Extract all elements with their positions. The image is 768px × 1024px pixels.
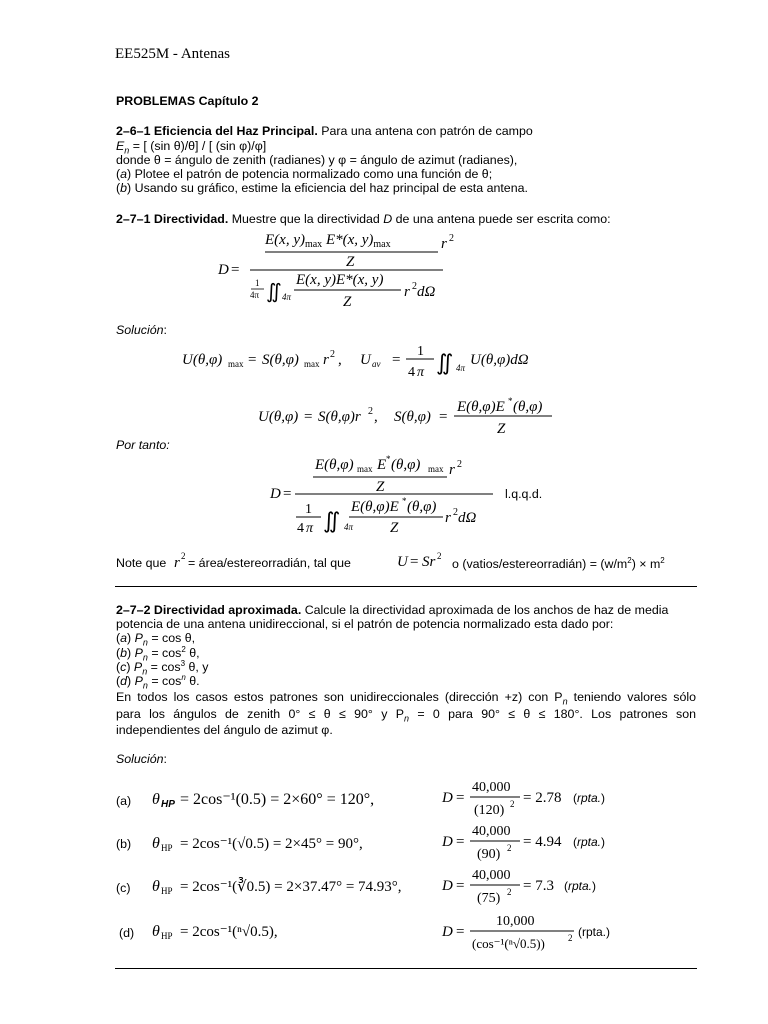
row-b-rpta: rpta. (577, 835, 602, 849)
svg-text:2: 2 (449, 233, 454, 244)
svg-text:1: 1 (417, 344, 424, 359)
svg-text:r: r (449, 462, 455, 478)
svg-text:U(θ,φ): U(θ,φ) (182, 352, 223, 368)
p3-para2-b: = 0 para 90° ≤ θ ≤ 180°. Los patrones son (409, 707, 696, 721)
row-d-directivity (440, 908, 640, 954)
row-b-directivity (440, 820, 640, 866)
svg-text:2: 2 (368, 406, 373, 417)
svg-text:4π: 4π (250, 290, 260, 300)
svg-text:2: 2 (507, 843, 512, 853)
p3-item-a: (a) $P_n = \cos \theta$, (116, 631, 196, 648)
svg-text:dΩ: dΩ (417, 284, 436, 300)
row-c-directivity (440, 864, 640, 910)
svg-text:π: π (417, 365, 425, 380)
svg-text:av: av (372, 359, 381, 369)
p1-title: 2–6–1 Eficiencia del Haz Principal. (116, 124, 318, 138)
svg-text:θ: θ (152, 835, 160, 852)
p3-b-tail: θ, (185, 646, 200, 661)
svg-text:2: 2 (412, 281, 417, 292)
svg-text:=: = (231, 262, 240, 278)
svg-text:S(θ,φ)r: S(θ,φ)r (318, 409, 361, 425)
p3-c-tail: θ, y (185, 660, 209, 675)
p3-title: 2–7–2 Directividad aproximada. (116, 603, 302, 617)
svg-text:=: = (392, 352, 401, 368)
p3-b-label: b (120, 646, 128, 661)
p1-pattern-rest: = [ (sin θ)/θ] / [ (sin φ)/φ] (129, 139, 267, 153)
p3-d-sup: n (181, 673, 186, 682)
row-d-den: (cos⁻¹(ⁿ√0.5)) (472, 936, 545, 951)
svg-text:1: 1 (255, 278, 260, 288)
p2-intro-1: Muestre que la directividad (228, 212, 384, 226)
svg-text:U(θ,φ): U(θ,φ) (258, 409, 299, 425)
p3-d-expr: = cos (147, 674, 182, 689)
svg-text:dΩ: dΩ (458, 510, 477, 526)
svg-text:2: 2 (330, 349, 335, 360)
svg-text:=: = (248, 352, 257, 368)
svg-text:=: = (456, 834, 465, 850)
row-c-res: = 7.3 (523, 878, 554, 894)
p3-d-tail: θ. (185, 674, 200, 689)
svg-text:4: 4 (297, 521, 304, 536)
svg-text:HP: HP (161, 886, 173, 896)
svg-text:max: max (304, 359, 320, 369)
row-c-rpta: rpta. (568, 879, 593, 893)
p1-pattern-sub: n (124, 145, 130, 156)
p3-solucion-label: Solución (116, 752, 164, 766)
svg-text:D: D (442, 878, 453, 894)
svg-text:π: π (306, 521, 314, 536)
row-d-label: (d) (119, 926, 135, 940)
svg-text:4π: 4π (456, 363, 466, 373)
svg-text:U: U (397, 554, 408, 570)
svg-text:D: D (442, 924, 453, 940)
svg-text:S(θ,φ): S(θ,φ) (262, 352, 299, 368)
svg-text:max: max (357, 464, 373, 474)
svg-text:2: 2 (507, 887, 512, 897)
svg-text:∬: ∬ (266, 281, 282, 303)
u-equals-sr2 (395, 549, 445, 571)
svg-text:E(x, y)max E*(x, y)max: E(x, $y)_{max}$ E*(x, $y)_{max}$ (265, 232, 391, 250)
svg-text:*: * (386, 454, 391, 464)
svg-text:S(θ,φ): S(θ,φ) (394, 409, 431, 425)
svg-text:2: 2 (457, 459, 462, 470)
row-b-res: = 4.94 (523, 834, 562, 850)
p3-para1: En todos los casos estos patrones son unidireccionales (dirección +z) con P (116, 690, 563, 704)
svg-text:Z: Z (497, 421, 506, 437)
p3-item-b: (b) $P_n = \cos^2 \theta$, (116, 645, 200, 663)
p3-line1 (116, 603, 668, 617)
row-c-theta-text: = 2cos⁻¹(∛0.5) = 2×37.47° = 74.93°, (180, 879, 402, 895)
svg-text:=: = (283, 486, 292, 502)
svg-text:E(θ,φ)E: E(θ,φ)E (351, 499, 399, 515)
row-a-theta-text: = 2cos⁻¹(0.5) = 2×60° = 120°, (180, 791, 375, 808)
svg-text:4π: 4π (344, 522, 354, 532)
p2-intro-d: D (383, 212, 393, 226)
note-units-text: o (vatios/estereorradián) = (w/m (452, 557, 628, 572)
divider-2 (115, 968, 697, 969)
p1-item-a: (a) Plotee el patrón de potencia normalizado como una función de θ; (116, 167, 493, 181)
row-a-den: (120) (474, 803, 505, 818)
note-units-sup: 2 (627, 556, 632, 565)
svg-text:Z: Z (343, 294, 352, 310)
p3-line2: potencia de una antena unidireccional, si el patrón de potencia normalizado esta dado por: (116, 617, 614, 631)
row-d-theta-text: = 2cos⁻¹(ⁿ√0.5), (180, 924, 278, 940)
svg-text:U: U (360, 352, 371, 368)
divider-1 (115, 586, 697, 587)
svg-text:2: 2 (568, 933, 573, 943)
p1-intro: Para una antena con patrón de campo (317, 124, 533, 138)
svg-text:U(θ,φ)dΩ: U(θ,φ)dΩ (470, 352, 529, 368)
row-c-den: (75) (477, 891, 501, 906)
p2-intro-2: de una antena puede ser escrita como: (392, 212, 611, 226)
svg-text:*: * (402, 496, 407, 506)
svg-text:r: r (404, 284, 410, 300)
svg-text:E(θ,φ)E: E(θ,φ)E (457, 399, 505, 415)
p3-b-sup: 2 (181, 645, 186, 654)
svg-text:,: , (338, 352, 342, 368)
p1-a-text: Plotee el patrón de potencia normalizado como una función de θ; (131, 167, 493, 181)
row-b-theta (150, 828, 420, 858)
p3-para1-b: teniendo valores sólo (567, 690, 697, 704)
row-b-theta-text: = 2cos⁻¹(√0.5) = 2×45° = 90°, (180, 836, 363, 852)
row-c-theta (150, 871, 440, 901)
row-b-den: (90) (477, 847, 501, 862)
p3-para2: para los ángulos de zenith 0° ≤ θ ≤ 90° y P (116, 707, 404, 721)
svg-text:*: * (508, 396, 513, 406)
p1-a-label: a (120, 167, 128, 181)
row-a-rpta: rpta. (577, 791, 602, 805)
p3-para-line1: En todos los casos estos patrones son unidireccionales (dirección +z) con $P_n$ teniendo valores sólo (116, 690, 697, 707)
svg-text:=: = (456, 878, 465, 894)
p3-c-expr: = cos (147, 660, 181, 675)
p3-c-sup: 3 (180, 659, 186, 668)
svg-text:r: r (174, 555, 180, 571)
p3-solucion: Solución: (116, 752, 167, 766)
svg-text:max: max (428, 464, 444, 474)
row-c-num: 40,000 (472, 868, 511, 883)
svg-text:HP: HP (161, 843, 173, 853)
p1-line3: donde θ = ángulo de zenith (radianes) y φ = ángulo de azimut (radianes), (116, 153, 518, 167)
svg-text:,: , (374, 409, 378, 425)
p3-item-c: (c) $P_n = \cos^3 \theta$, y (116, 659, 209, 677)
svg-text:2: 2 (453, 507, 458, 518)
svg-text:r: r (323, 352, 329, 368)
svg-text:r: r (441, 236, 447, 252)
row-a-directivity (440, 776, 640, 822)
svg-text:D: D (270, 486, 281, 502)
svg-text:HP: HP (161, 931, 173, 941)
p3-a-expr: = cos θ, (147, 631, 196, 645)
p1-pattern: E (116, 139, 125, 153)
row-c-label: (c) (116, 881, 131, 895)
directivity-equation-1 (210, 228, 460, 312)
svg-text:=: = (304, 409, 313, 425)
svg-text:(rpta.): (rpta.) (573, 835, 606, 849)
intensity-equation (180, 340, 540, 386)
row-d-rpta: rpta. (582, 925, 607, 939)
svg-text:4π: 4π (282, 292, 292, 302)
svg-text:max: max (228, 359, 244, 369)
row-a-theta (150, 784, 420, 814)
svg-text:θ: θ (152, 878, 160, 895)
svg-text:=: = (439, 409, 448, 425)
svg-text:1: 1 (305, 502, 312, 517)
row-d-num: 10,000 (496, 914, 535, 929)
note-units-tail: ) × m (631, 557, 661, 572)
p2-solucion-label: Solución (116, 323, 164, 337)
p3-para-line2: para los ángulos de zenith 0° ≤ θ ≤ 90° y $P_n = 0$ para 90° ≤ θ ≤ 180°. Los patrones son (116, 707, 696, 724)
section-title: PROBLEMAS Capítulo 2 (116, 94, 259, 108)
svg-text:D: D (442, 834, 453, 850)
p2-line1 (116, 212, 611, 226)
p3-c-label: c (120, 660, 127, 675)
svg-text:(θ,φ): (θ,φ) (407, 499, 437, 515)
p1-b-label: b (120, 181, 128, 195)
lqqd: l.q.q.d. (505, 487, 543, 501)
p2-title: 2–7–1 Directividad. (116, 212, 229, 226)
note-units (452, 556, 665, 571)
row-b-num: 40,000 (472, 824, 511, 839)
svg-text:θ: θ (152, 791, 160, 808)
note-units-sup2: 2 (660, 556, 665, 565)
p1-item-b: (b) Usando su gráfico, estime la eficiencia del haz principal de esta antena. (116, 181, 528, 195)
svg-text:D: D (442, 790, 453, 806)
row-a-label: (a) (116, 794, 132, 808)
p3-item-d: (d) $P_n = \cos^n \theta$. (116, 673, 200, 691)
p3-d-label: d (120, 674, 128, 689)
svg-text:(rpta.): (rpta.) (564, 879, 597, 893)
svg-text:4: 4 (408, 365, 415, 380)
svg-text:θ: θ (152, 923, 160, 940)
svg-text:=: = (410, 554, 419, 570)
svg-text:r: r (445, 510, 451, 526)
p1-line1 (116, 124, 533, 138)
p2-solucion: Solución: (116, 323, 167, 337)
svg-text:2: 2 (437, 551, 442, 561)
svg-text:(θ,φ): (θ,φ) (391, 457, 421, 473)
svg-text:HP: HP (161, 799, 175, 810)
svg-text:2: 2 (510, 799, 515, 809)
power-density-equation (250, 394, 560, 440)
row-a-num: 40,000 (472, 780, 511, 795)
document-header: EE525M - Antenas (115, 46, 230, 62)
directivity-equation-2 (265, 450, 505, 540)
p3-b-expr: = cos (147, 646, 182, 661)
note-que: Note que (116, 556, 167, 570)
p1-b-text: Usando su gráfico, estime la eficiencia del haz principal de esta antena. (131, 181, 528, 195)
svg-text:(rpta.): (rpta.) (578, 925, 611, 939)
svg-text:D: D (218, 262, 229, 278)
svg-text:=: = (456, 924, 465, 940)
p3-para-line3: independientes del ángulo de azimut φ. (116, 723, 333, 737)
p3-a-label: a (120, 631, 128, 645)
p2-por-tanto: Por tanto: (116, 438, 170, 452)
note-area: = área/estereorradián, tal que (188, 556, 351, 570)
svg-text:∬: ∬ (436, 350, 454, 375)
svg-text:Sr: Sr (422, 554, 436, 570)
row-a-res: = 2.78 (523, 790, 562, 806)
row-b-label: (b) (116, 837, 132, 851)
svg-text:Z: Z (346, 254, 355, 270)
svg-text:=: = (456, 790, 465, 806)
svg-text:E(x, y)E*(x, y): E(x, y)E*(x, y) (296, 272, 384, 288)
row-d-theta (150, 916, 420, 946)
svg-text:(θ,φ): (θ,φ) (513, 399, 543, 415)
svg-text:E(θ,φ): E(θ,φ) (315, 457, 354, 473)
svg-text:∬: ∬ (323, 508, 341, 533)
svg-text:(rpta.): (rpta.) (573, 791, 606, 805)
svg-text:2: 2 (181, 551, 186, 561)
svg-text:Z: Z (376, 479, 385, 495)
svg-text:Z: Z (390, 520, 399, 536)
p3-line1-rest: Calcule la directividad aproximada de los anchos de haz de media (301, 603, 669, 617)
svg-text:E: E (377, 457, 387, 473)
